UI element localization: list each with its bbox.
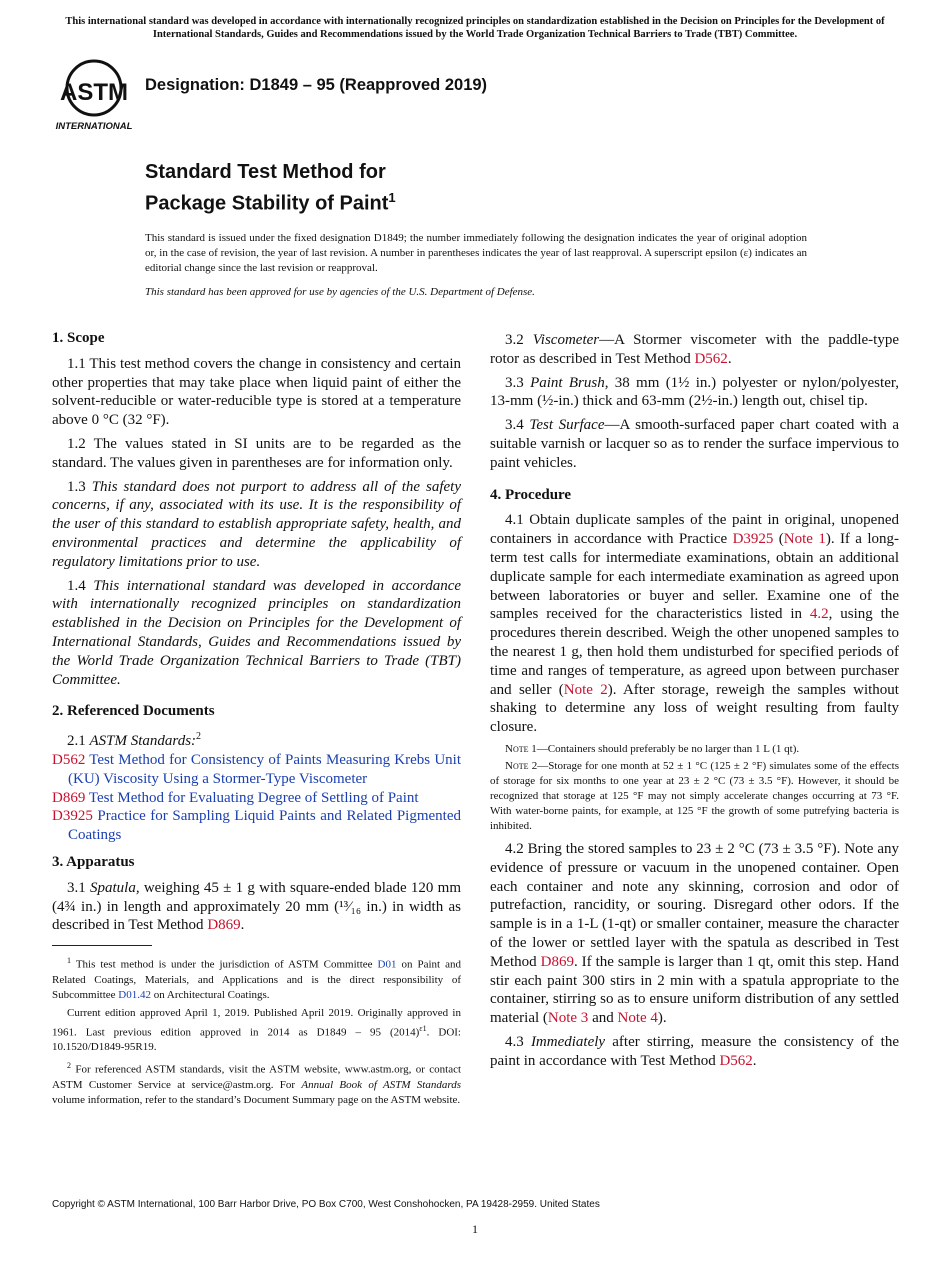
- section-procedure-heading: 4. Procedure: [490, 486, 572, 503]
- footnote-divider: [52, 945, 152, 946]
- para-1-4: [52, 577, 461, 690]
- issuance-notice: This standard is issued under the fixed designation D1849; the number immediately following the designation indicates the year of original adoption or, in the case of revision, the year of last revision. A number in parentheses indicates the year of last reapproval. A superscript epsilon (ε) indicates an editorial change since the last revision or reapproval.: [145, 232, 807, 274]
- para-1-1: 1.1 This test method covers the change in consistency and certain other properties that may take place when liquid paint of either the solvent-reducible or water-reducible type is stored at a temperature above 0 °C (32 °F).: [52, 355, 461, 429]
- designation: Designation: D1849 – 95 (Reapproved 2019): [145, 76, 488, 94]
- para-text: This international standard was developed in accordance with internationally recognized principles on standardization established in the Decision on Principles for the Development of International Standards, Guides and Recommendations issued by the World Trade Organization Technical Barriers to Trade (TBT) Committee.: [52, 577, 462, 688]
- para-number: 3.1: [67, 879, 90, 896]
- title-line-2: Package Stability of Paint: [145, 192, 389, 215]
- logo-mark: ASTM: [60, 79, 128, 106]
- section-apparatus-heading: 3. Apparatus: [52, 853, 135, 870]
- dod-notice: This standard has been approved for use by agencies of the U.S. Department of Defense.: [145, 286, 535, 298]
- copyright-notice: Copyright © ASTM International, 100 Barr Harbor Drive, PO Box C700, West Conshohocken, PA 19428-2959. United States: [52, 1199, 600, 1210]
- section-scope-heading: 1. Scope: [52, 330, 105, 346]
- note-label: Note 1: [505, 742, 537, 755]
- term: Test Surface: [529, 417, 605, 434]
- para-3-2: 3.2 Viscometer—A Stormer viscometer with the paddle-type rotor as described in Test Method D562.: [490, 332, 900, 367]
- committee-link[interactable]: D01: [377, 958, 397, 971]
- term: Spatula,: [90, 879, 140, 896]
- reference-code-link[interactable]: D3925: [52, 808, 93, 825]
- standard-link-d562[interactable]: D562: [694, 350, 728, 367]
- note-4-link[interactable]: Note 4: [617, 1010, 658, 1027]
- para-3-1: 3.1 Spatula, weighing 45 ± 1 g with square-ended blade 120 mm (4¾ in.) in length and approximately 20 mm (¹³⁄₁₆ in.) in width as described in Test Method D869.: [52, 879, 461, 934]
- footnote-marker: 2: [196, 731, 202, 743]
- standard-link-d869[interactable]: D869: [540, 953, 574, 970]
- para-text: ASTM Standards:: [89, 733, 197, 750]
- reference-title-link[interactable]: Test Method for Consistency of Paints Measuring Krebs Unit (KU) Viscosity Using a Stormer-Type Viscometer: [68, 751, 461, 787]
- tbt-notice: This international standard was developed in accordance with internationally recognized principles on standardization established in the Decision on Principles for the Development of International Standards, Guides and Recommendations issued by the World Trade Organization Technical Barriers to Trade (TBT) Committee.: [65, 16, 885, 40]
- right-column: [490, 331, 899, 1076]
- term: Paint Brush,: [530, 374, 609, 391]
- subcommittee-link[interactable]: D01.42: [118, 988, 151, 1001]
- note-3-link[interactable]: Note 3: [547, 1010, 589, 1027]
- title-footnote-marker: 1: [388, 190, 396, 205]
- para-2-1: [52, 728, 461, 751]
- note-2: Note 2—Storage for one month at 52 ± 1 °C (125 ± 2 °F) simulates some of the effects of storage for six months to one year at 23 ± 2 °C (73 ± 3.5 °F). However, it should be recognized that storage at 125 °F may not simply accelerate changes occurring at 73 °F. With water-borne paints, for example, at 125 °F the growth of some putrefying bacteria is inhibited.: [490, 759, 900, 832]
- note-label: Note 2: [505, 759, 538, 772]
- term: Viscometer: [532, 332, 600, 348]
- standard-link-d3925[interactable]: D3925: [732, 531, 774, 548]
- footnote-2: $^2$ For referenced ASTM standards, visit the ASTM website, www.astm.org, or contact ASTM Customer Service at service@astm.org. For Annual Book of ASTM Standards volume information, refer to the standard’s Document Summary page on the ASTM website.: [52, 1061, 462, 1107]
- logo-caption: INTERNATIONAL: [55, 121, 133, 132]
- page-title: [145, 159, 396, 217]
- footnote-marker: 2: [67, 1061, 71, 1071]
- para-number: 1.3: [67, 478, 92, 495]
- left-column: [52, 329, 461, 1111]
- reference-item[interactable]: [52, 751, 461, 789]
- note-1: Note 1—Containers should preferably be no larger than 1 L (1 qt).: [505, 742, 800, 755]
- para-number: 1.4: [67, 577, 94, 594]
- reference-code-link[interactable]: D562: [52, 751, 86, 768]
- term: Immediately: [530, 1033, 606, 1050]
- note-2-link[interactable]: Note 2: [563, 681, 608, 698]
- standard-link-d869[interactable]: D869: [207, 917, 241, 934]
- astm-logo: [52, 56, 136, 134]
- section-referenced-documents-heading: 2. Referenced Documents: [52, 703, 215, 720]
- title-line-1: Standard Test Method for: [145, 161, 386, 183]
- para-text: weighing 45 ± 1 g with square-ended blade 120 mm (4¾ in.) in length and approximately 20 mm (¹³⁄₁₆ in.) in width as described in Test Method: [52, 879, 461, 934]
- para-4-1: 4.1 Obtain duplicate samples of the paint in original, unopened containers in accordance with Practice D3925 (Note 1). If a long-term test calls for intermediate examinations, obtain an additional duplicate sample for each intermediate examination as agreed upon between laboratories or buyer and seller. Examine one of the samples received for the characteristics listed in 4.2, using the procedures therein described. Weigh the other unopened samples to the nearest 1 g, then hold them undisturbed for specified periods of time and ranges of temperature, as agreed upon between purchaser and seller (Note 2). After storage, reweigh the samples without shaking to determine any loss of weight resulting from faulty closure.: [490, 512, 899, 736]
- section-4-2-link[interactable]: 4.2: [809, 606, 829, 623]
- reference-item[interactable]: [52, 789, 461, 808]
- reference-title-link[interactable]: Practice for Sampling Liquid Paints and Related Pigmented Coatings: [68, 808, 461, 844]
- footnote-marker: 1: [67, 956, 71, 966]
- note-1-link[interactable]: Note 1: [783, 531, 826, 548]
- para-3-4: 3.4 Test Surface—A smooth-surfaced paper chart coated with a suitable varnish or lacquer so as to render the surface impervious to paint vehicles.: [490, 417, 900, 471]
- page-number: 1: [472, 1222, 478, 1236]
- para-1-3: [52, 478, 461, 572]
- footnote-1: $^1$ This test method is under the jurisdiction of ASTM Committee D01 on Paint and Related Coatings, Materials, and Applications and is the direct responsibility of Subcommittee D01.42 on Architectural Coatings.: [52, 956, 461, 1001]
- para-4-3: 4.3 Immediately after stirring, measure the consistency of the paint in accordance with Test Method D562.: [490, 1033, 900, 1069]
- para-text: This standard does not purport to address all of the safety concerns, if any, associated with its use. It is the responsibility of the user of this standard to establish appropriate safety, health, and environmental practices and determine the applicability of regulatory limitations prior to use.: [52, 478, 462, 570]
- para-number: 2.1: [67, 733, 90, 750]
- para-1-2: 1.2 The values stated in SI units are to be regarded as the standard. The values given in parentheses are for information only.: [52, 435, 461, 471]
- footnote-1-edition: Current edition approved April 1, 2019. Published April 2019. Originally approved in 1961. Last previous edition approved in 2014 as D1849 – 95 $(2014)^{\varepsilon 1}$. DOI: 10.1520/D1849-95R19.: [52, 1006, 461, 1054]
- reference-item[interactable]: [52, 807, 461, 845]
- standard-link-d562[interactable]: D562: [719, 1052, 753, 1069]
- para-4-2: 4.2 Bring the stored samples to 23 ± 2 °C (73 ± 3.5 °F). Note any evidence of pressure or vacuum in the unopened container. Open each container and note any skinning, corrosion and odor of putrefaction, rancidity, or souring. Disregard other odors. If the sample is in a 1-L (1-qt) or smaller container, measure the character of the lower or settled layer with the spatula as described in Test Method D869. If the sample is larger than 1 qt, omit this step. Hand stir each paint 300 stirs in 2 min with a spatula appropriate to the container, stirring so as to ensure uniform distribution of any settled material (Note 3 and Note 4).: [490, 840, 899, 1027]
- reference-code-link[interactable]: D869: [52, 789, 86, 806]
- reference-title-link[interactable]: Test Method for Evaluating Degree of Settling of Paint: [88, 789, 419, 806]
- para-3-3: 3.3 Paint Brush, 38 mm (1½ in.) polyester or nylon/polyester, 13-mm (½-in.) thick and 63-mm (2½-in.) length out, chisel tip.: [490, 374, 899, 410]
